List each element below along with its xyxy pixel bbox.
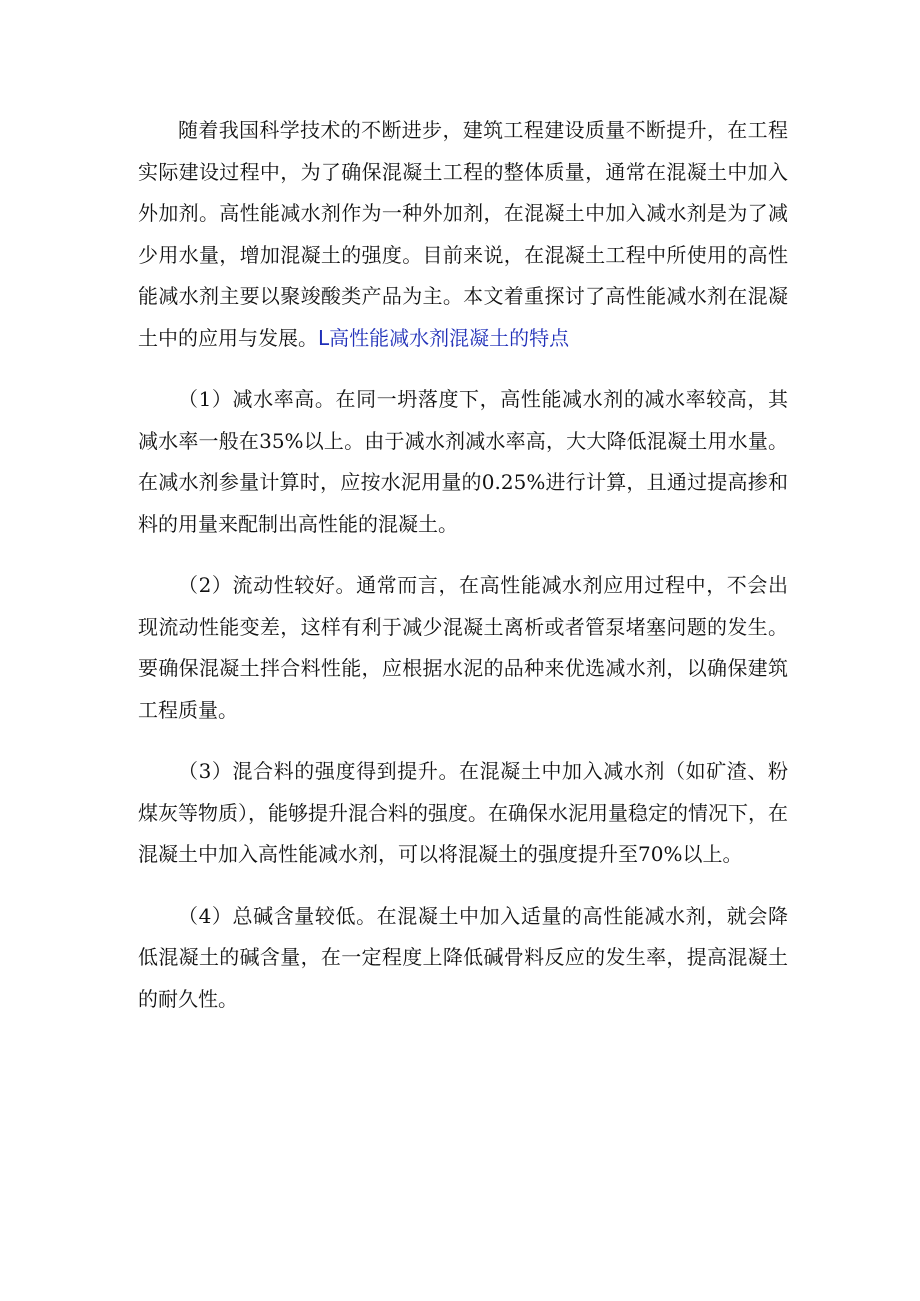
- feature-paragraph-2: （2）流动性较好。通常而言，在高性能减水剂应用过程中，不会出现流动性能变差，这样有利于减少混凝土离析或者管泵堵塞问题的发生。要确保混凝土拌合料性能，应根据水泥的品种来优选减水剂，以确保建筑工程质量。: [138, 573, 788, 722]
- intro-text: 随着我国科学技术的不断进步，建筑工程建设质量不断提升，在工程实际建设过程中，为了确保混凝土工程的整体质量，通常在混凝土中加入外加剂。高性能减水剂作为一种外加剂，在混凝土中加入减水剂是为了减少用水量，增加混凝土的强度。目前来说，在混凝土工程中所使用的高性能减水剂主要以聚竣酸类产品为主。本文着重探讨了高性能减水剂在混凝土中的应用与发展。: [138, 118, 788, 350]
- feature-paragraph-1: （1）减水率高。在同一坍落度下，高性能减水剂的减水率较高，其减水率一般在35%以上。由于减水剂减水率高，大大降低混凝土用水量。在减水剂参量计算时，应按水泥用量的0.25%进行计算，且通过提高掺和料的用量来配制出高性能的混凝土。: [138, 387, 788, 536]
- feature-paragraph-3: （3）混合料的强度得到提升。在混凝土中加入减水剂（如矿渣、粉煤灰等物质），能够提升混合料的强度。在确保水泥用量稳定的情况下，在混凝土中加入高性能减水剂，可以将混凝土的强度提升至70%以上。: [138, 759, 788, 866]
- document-body: [138, 110, 788, 1020]
- intro-paragraph: [138, 110, 788, 359]
- section-heading: L高性能减水剂混凝土的特点: [318, 325, 570, 350]
- feature-paragraph-4: （4）总碱含量较低。在混凝土中加入适量的高性能减水剂，就会降低混凝土的碱含量，在一定程度上降低碱骨料反应的发生率，提高混凝土的耐久性。: [138, 903, 788, 1011]
